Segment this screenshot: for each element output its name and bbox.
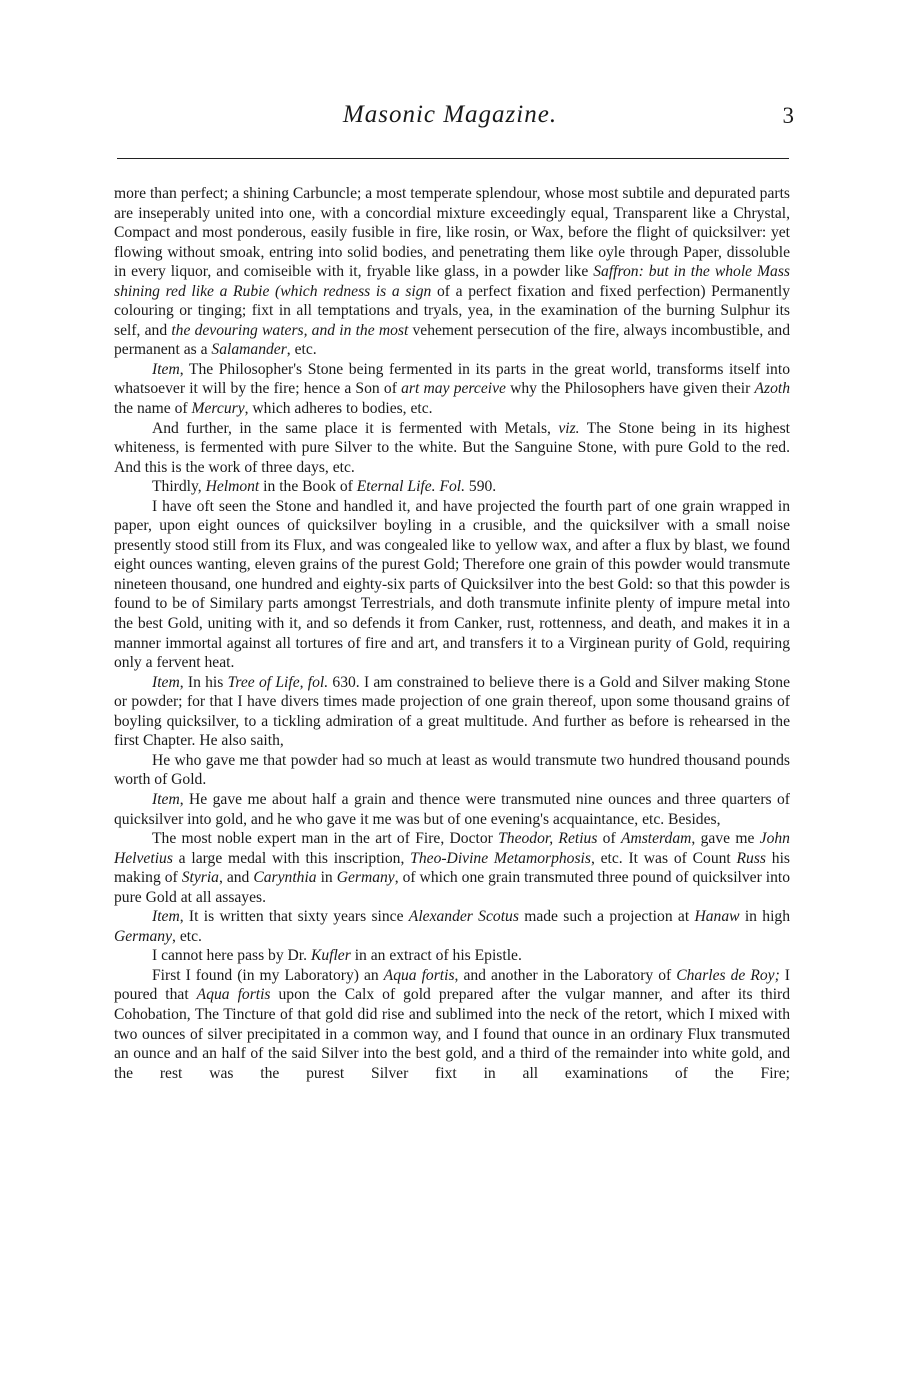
paragraph — [114, 966, 790, 1083]
text-run: vehement persecution of the fire, always incombustible, and permanent as a — [114, 321, 790, 359]
text-run: the name of — [114, 400, 192, 418]
text-run: I have oft seen the Stone and handled it, and have projected the fourth part of one grain wrapped in paper, upon eight ounces of quicksilver boyling in a crusible, and the quicksilver with a small noise presently stood still from its Flux, and was congealed like to yellow wax, and after a flux by blast, we found eight ounces wanting, eleven grains of the purest Gold; Therefore one grain of this powder would transmute nineteen thousand, one hundred and eighty-six parts of Quicksilver into the best Gold: so that this powder is found to be of Similary parts amongst Terrestrials, and doth transmute infinite plenty of impure metal into the best Gold, uniting with it, and so defends it from Canker, rust, rottenness, and death, and makes it in a manner immortal against all tortures of fire and art, and transfers it to a Virginean purity of Gold, requiring only a fervent heat. — [114, 497, 790, 672]
text-run: a large medal with this inscription, — [172, 849, 411, 867]
text-run: , etc. — [286, 341, 317, 359]
text-run: Thirdly, — [152, 478, 206, 496]
italic-text: Styria — [181, 869, 219, 887]
text-run: And further, in the same place it is fermented with Metals, — [152, 419, 559, 437]
text-run: in — [316, 869, 337, 887]
text-run: , gave me — [691, 830, 760, 848]
text-run: , of which one grain transmuted three pound of quicksilver into pure Gold at all assayes. — [114, 869, 791, 906]
text-run: upon the Calx of gold prepared after the vulgar manner, and after its third Cohobation, The Tincture of that gold did rise and sublimed into the neck of the retort, which I mixed with two ounces of silver precipitated in a common way, and I found that ounce in an ordinary Flux transmuted an ounce and an half of the said Silver into the best gold, and a third of the remainder into white gold, and the rest was the purest Silver fixt in all examinations of the Fire; — [114, 986, 791, 1082]
text-run: , He gave me about half a grain and thence were transmuted nine ounces and three quarters of quicksilver into gold, and he who gave it me was but of one evening's acquaintance, etc. Besides, — [114, 790, 790, 828]
italic-text: Aqua fortis — [196, 986, 271, 1004]
page-number: 3 — [782, 103, 794, 128]
paragraph — [114, 790, 790, 829]
italic-text: Theodor, Retius — [498, 830, 598, 848]
text-run: , etc. — [172, 927, 202, 945]
text-run: made such a projection at — [518, 908, 695, 926]
italic-text: Item — [152, 360, 180, 378]
italic-text: Helmont — [205, 478, 260, 496]
italic-text: Kufler — [310, 947, 351, 965]
italic-text: Tree of Life, fol. — [227, 673, 329, 691]
italic-text: Mercury — [191, 400, 245, 418]
text-run: , and another in the Laboratory of — [454, 966, 677, 984]
italic-text: John Helvetius — [114, 830, 790, 867]
text-run: 590. — [465, 478, 497, 496]
text-run: First I found (in my Laboratory) an — [152, 966, 384, 984]
italic-text: Eternal Life. Fol. — [356, 478, 466, 496]
italic-text: Hanaw — [694, 908, 740, 926]
italic-text: Item — [152, 673, 180, 691]
italic-text: Alexander Scotus — [408, 908, 519, 926]
text-run: I poured that — [114, 966, 790, 1004]
italic-text: the devouring waters, and in the most — [171, 321, 409, 339]
paragraph — [114, 946, 790, 966]
text-run: , In his — [179, 673, 228, 691]
text-run: why the Philosophers have given their — [505, 380, 755, 398]
paragraph — [114, 829, 790, 907]
italic-text: art may perceive — [401, 380, 506, 398]
text-run: in the Book of — [259, 478, 357, 496]
text-run: , It is written that sixty years since — [179, 908, 409, 926]
italic-text: Theo-Divine Metamorphosis — [410, 849, 591, 867]
italic-text: Salamander — [211, 341, 287, 359]
text-run: , which adheres to bodies, etc. — [244, 400, 433, 418]
italic-text: Item — [152, 790, 180, 808]
paragraph — [114, 751, 790, 790]
header-rule — [117, 158, 789, 159]
running-title: Masonic Magazine. — [342, 101, 558, 128]
article-body — [114, 184, 790, 1083]
text-run: of a perfect fixation and fixed perfection) Permanently colouring or tinging; fixt in all temptations and tryals, yea, in the examination of the burning Sulphur its self, and — [114, 282, 790, 339]
text-run: I cannot here pass by Dr. — [152, 947, 311, 965]
italic-text: Amsterdam — [620, 830, 692, 848]
paragraph — [114, 419, 790, 478]
paragraph — [114, 477, 790, 497]
italic-text: Charles de Roy; — [676, 966, 780, 984]
text-run: , The Philosopher's Stone being fermented in its parts in the great world, transforms itself into whatsoever it will by the fire; hence a Son of — [114, 360, 790, 398]
italic-text: Germany — [336, 869, 395, 887]
italic-text: viz. — [558, 419, 580, 437]
paragraph — [114, 673, 790, 751]
italic-text: Item — [152, 908, 180, 926]
paragraph — [114, 184, 790, 360]
text-run: in an extract of his Epistle. — [350, 947, 522, 965]
italic-text: Russ — [736, 849, 766, 867]
italic-text: Aqua fortis — [383, 966, 455, 984]
text-run: , etc. It was of Count — [590, 849, 737, 867]
running-head — [0, 97, 900, 137]
paragraph — [114, 907, 790, 946]
text-run: in high — [739, 908, 791, 926]
paragraph — [114, 497, 790, 673]
italic-text: Carynthia — [253, 869, 317, 887]
text-run: of — [597, 830, 621, 848]
italic-text: Germany — [114, 927, 173, 945]
text-run: his making of — [114, 849, 790, 887]
text-run: more than perfect; a shining Carbuncle; a most temperate splendour, whose most subtile and depurated parts are inseperably united into one, with a concordial mixture exceedingly equal, Transparent like a Chrystal, Compact and most ponderous, easily fusible in fire, like rosin, or Wax, before the flight of quicksilver: yet flowing without smoak, entring into solid bodies, and penetrating them like oyle through Paper, dissoluble in every liquor, and comiseible with it, fryable like glass, in a powder like — [114, 185, 790, 281]
text-run: The most noble expert man in the art of Fire, Doctor — [152, 830, 499, 848]
text-run: The Stone being in its highest whiteness, is fermented with pure Silver to the white. But the Sanguine Stone, with pure Gold to the red. And this is the work of three days, etc. — [114, 419, 790, 476]
italic-text: Azoth — [754, 380, 790, 398]
text-run: 630. I am constrained to believe there is a Gold and Silver making Stone or powder; for that I have divers times made projection of one grain thereof, upon some thousand grains of boyling quicksilver, to a tickling admiration of a great multitude. And further as before is rehearsed in the first Chapter. He also saith, — [114, 673, 790, 750]
italic-text: Saffron: but in the whole Mass shining red like a Rubie (which redness is a sign — [114, 263, 790, 300]
paragraph — [114, 360, 790, 419]
text-run: He who gave me that powder had so much at least as would transmute two hundred thousand pounds worth of Gold. — [114, 751, 790, 789]
text-run: , and — [218, 869, 254, 887]
